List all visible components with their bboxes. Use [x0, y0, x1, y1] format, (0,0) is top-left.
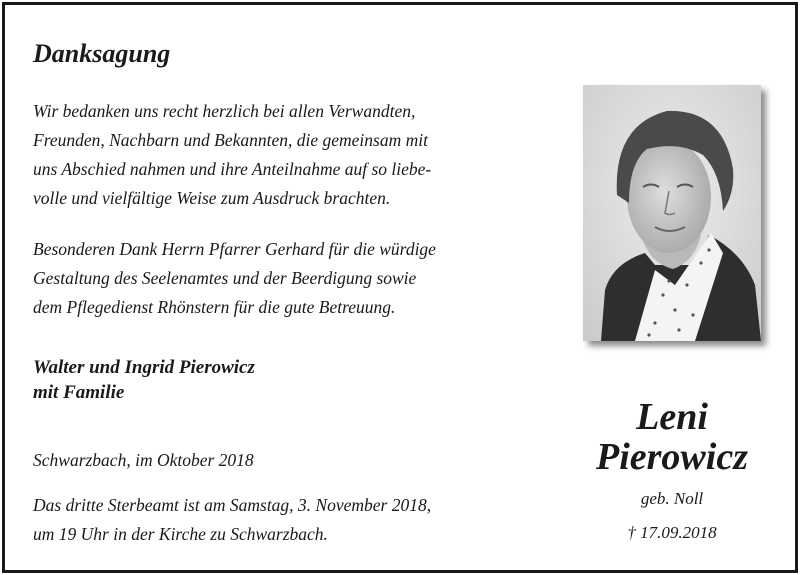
death-date: † 17.09.2018 [627, 523, 717, 542]
first-name: Leni [636, 396, 708, 438]
text-line: Gestaltung des Seelenamtes und der Beerdigung sowie [33, 268, 417, 288]
obituary-card [2, 2, 798, 573]
place-date: Schwarzbach, im Oktober 2018 [33, 450, 254, 470]
text-line: um 19 Uhr in der Kirche zu Schwarzbach. [33, 524, 328, 544]
family-signature [33, 355, 255, 405]
text-line: uns Abschied nahmen und ihre Anteilnahme auf so liebe- [33, 159, 432, 179]
text-line: dem Pflegedienst Rhönstern für die gute Betreuung. [33, 297, 396, 317]
text-line: Wir bedanken uns recht herzlich bei allen Verwandten, [33, 101, 416, 121]
text-line: Freunden, Nachbarn und Bekannten, die gemeinsam mit [33, 130, 428, 150]
heading: Danksagung [33, 39, 171, 68]
text-line: volle und vielfältige Weise zum Ausdruck brachten. [33, 188, 391, 208]
portrait-icon [583, 85, 761, 341]
birth-name: geb. Noll [640, 489, 704, 508]
text-line: Das dritte Sterbeamt ist am Samstag, 3. November 2018, [33, 495, 432, 515]
deceased-name [565, 397, 779, 477]
special-thanks-paragraph [33, 235, 511, 322]
last-name: Pierowicz [596, 436, 748, 478]
portrait-photo [583, 85, 761, 341]
family-names: Walter und Ingrid Pierowicz [33, 357, 255, 378]
service-paragraph [33, 491, 511, 549]
thanks-paragraph [33, 97, 511, 213]
text-line: Besonderen Dank Herrn Pfarrer Gerhard für die würdige [33, 239, 436, 259]
family-suffix: mit Familie [33, 382, 125, 403]
